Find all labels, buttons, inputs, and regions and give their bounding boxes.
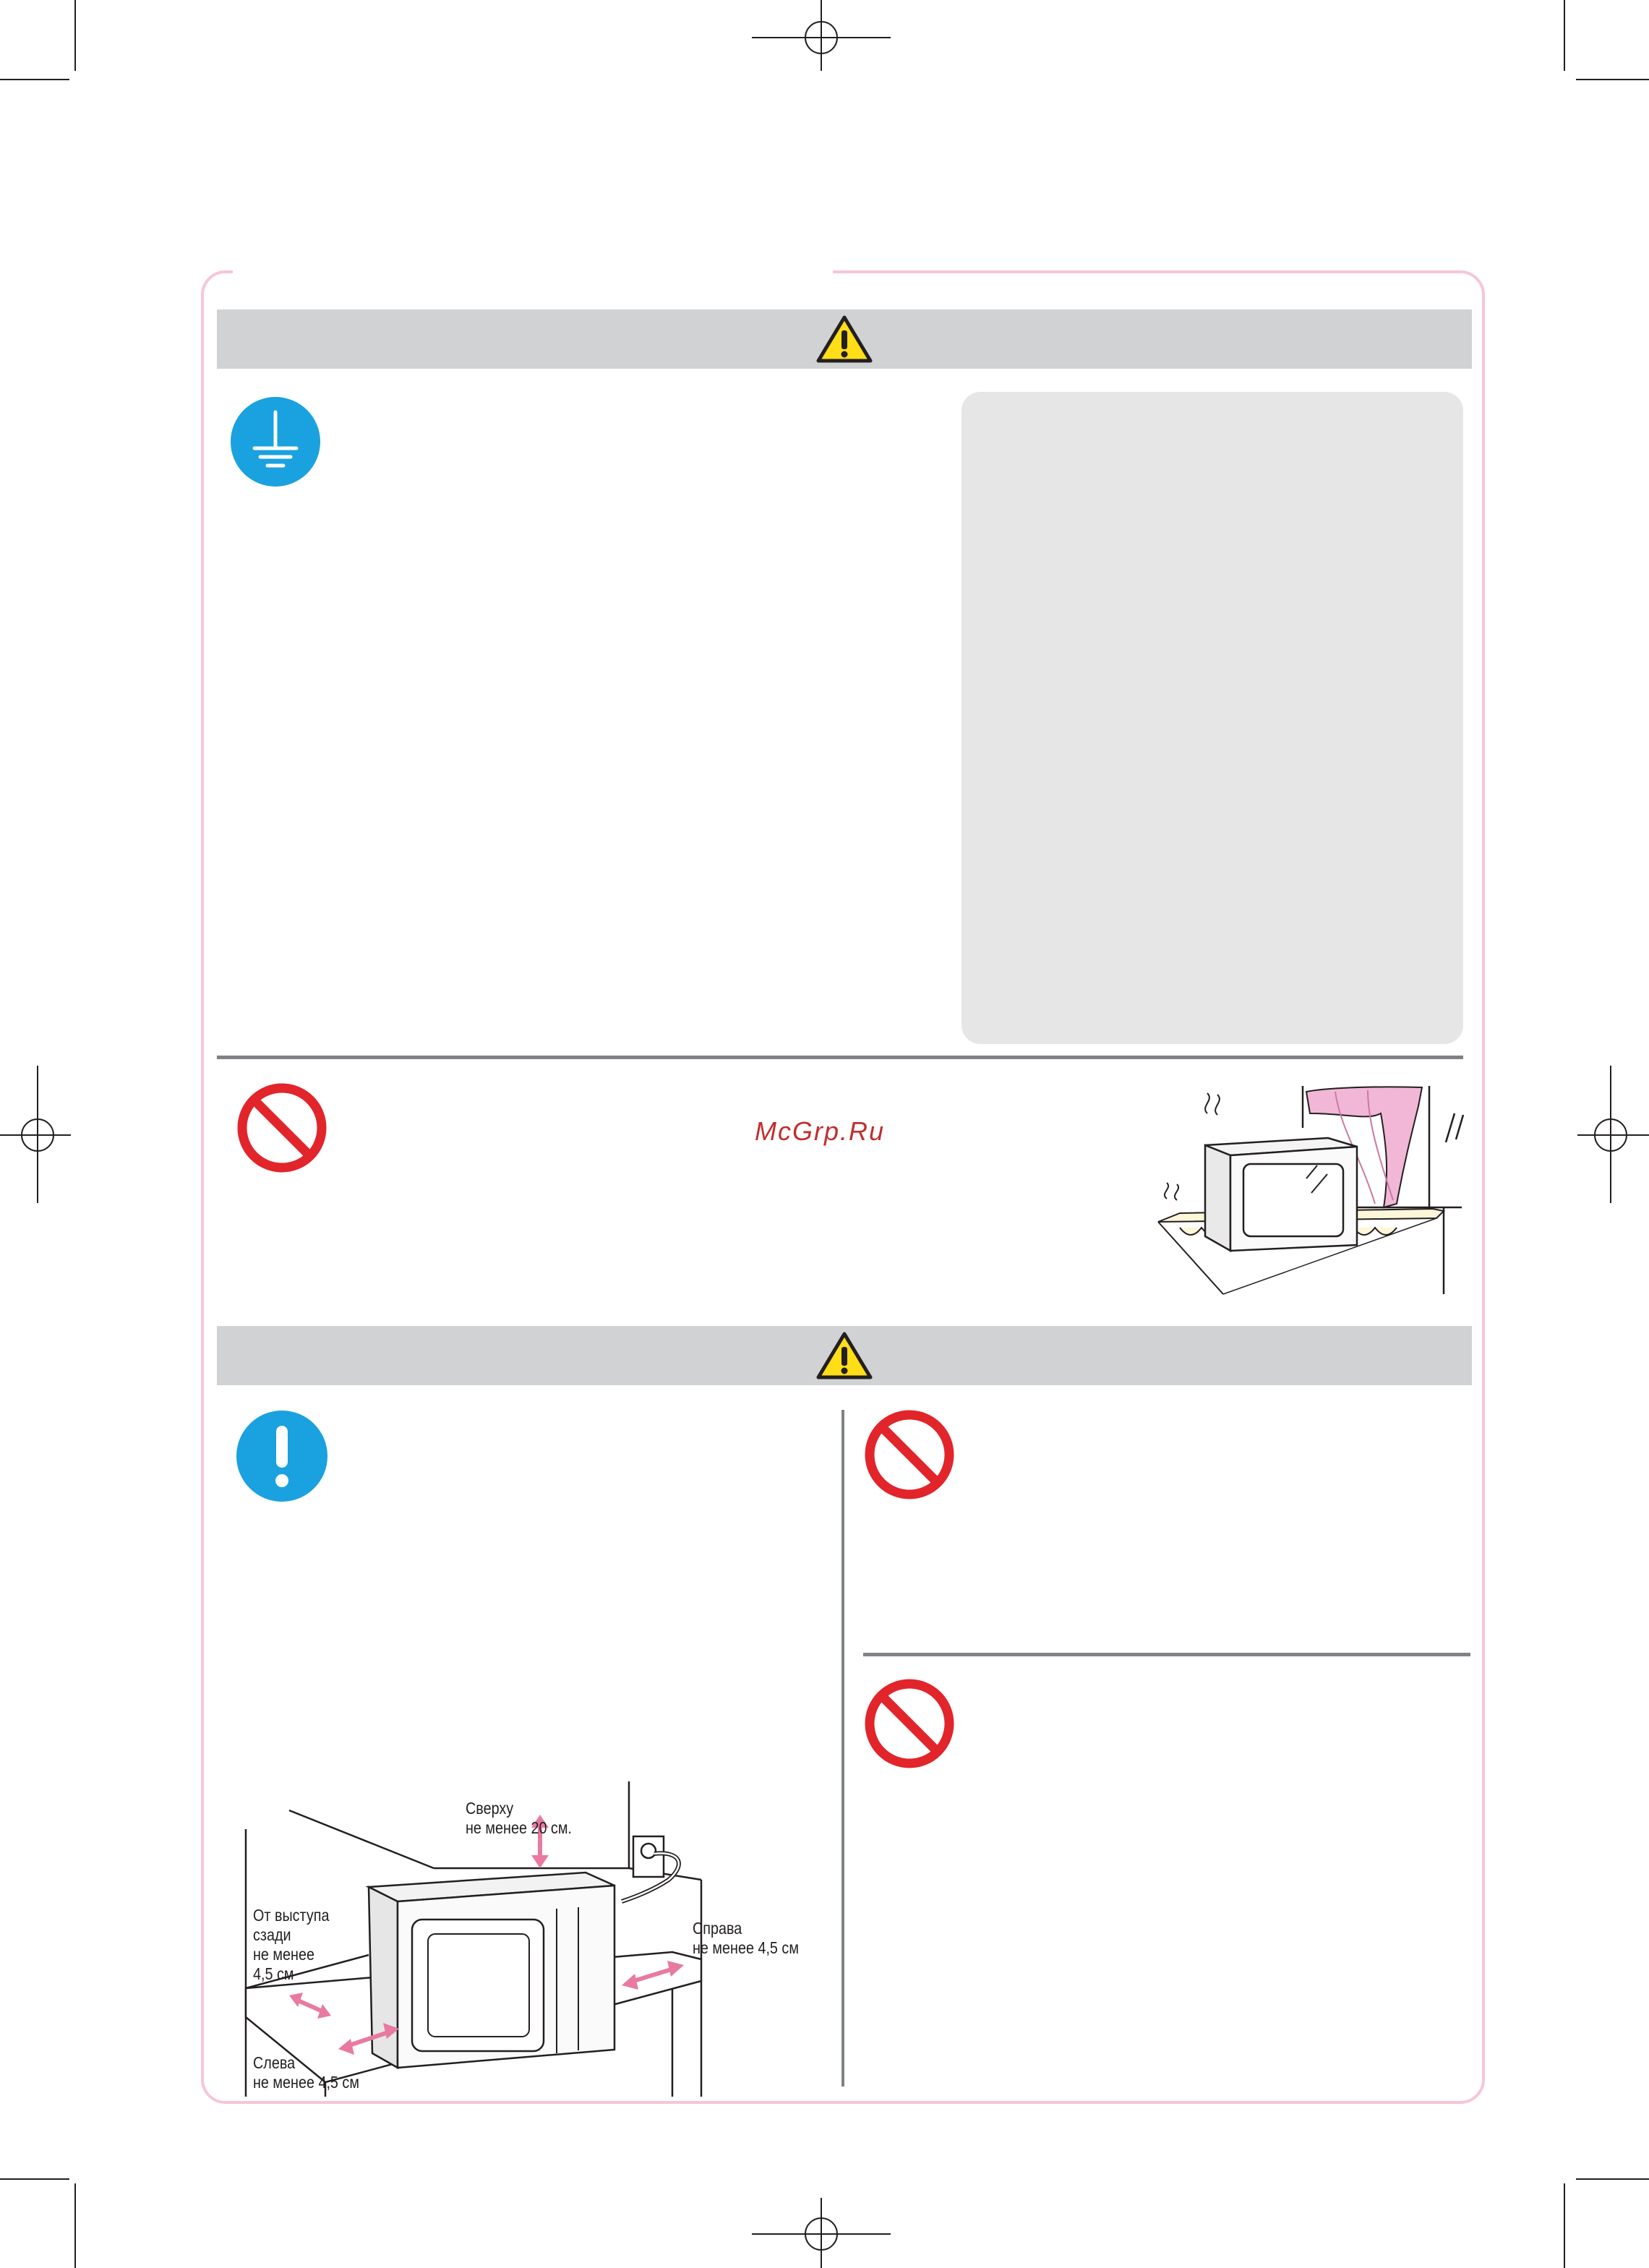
warning-band-middle xyxy=(217,1326,1472,1385)
microwave-curtain-illustration xyxy=(1151,1084,1469,1301)
right-column-divider xyxy=(863,1653,1470,1656)
warning-triangle-icon xyxy=(816,314,873,364)
info-panel xyxy=(961,392,1463,1044)
section-divider xyxy=(217,1056,1463,1059)
ground-symbol-icon xyxy=(230,396,321,487)
clearance-label-left: Слева не менее 4,5 см xyxy=(253,2053,359,2092)
prohibition-icon xyxy=(863,1408,956,1501)
clearance-label-right: Справа не менее 4,5 см xyxy=(693,1919,799,1957)
clearance-label-top: Сверху не менее 20 см. xyxy=(466,1799,572,1837)
clearance-label-rear: От выступа сзади не менее 4,5 см xyxy=(253,1906,330,1983)
exclamation-icon xyxy=(236,1410,328,1502)
warning-band-top xyxy=(217,309,1472,369)
watermark-text: McGrp.Ru xyxy=(755,1116,886,1146)
frame-gap xyxy=(233,266,833,276)
warning-triangle-icon xyxy=(816,1331,873,1380)
prohibition-icon xyxy=(236,1082,328,1174)
column-divider xyxy=(841,1410,844,2087)
prohibition-icon xyxy=(863,1677,956,1770)
